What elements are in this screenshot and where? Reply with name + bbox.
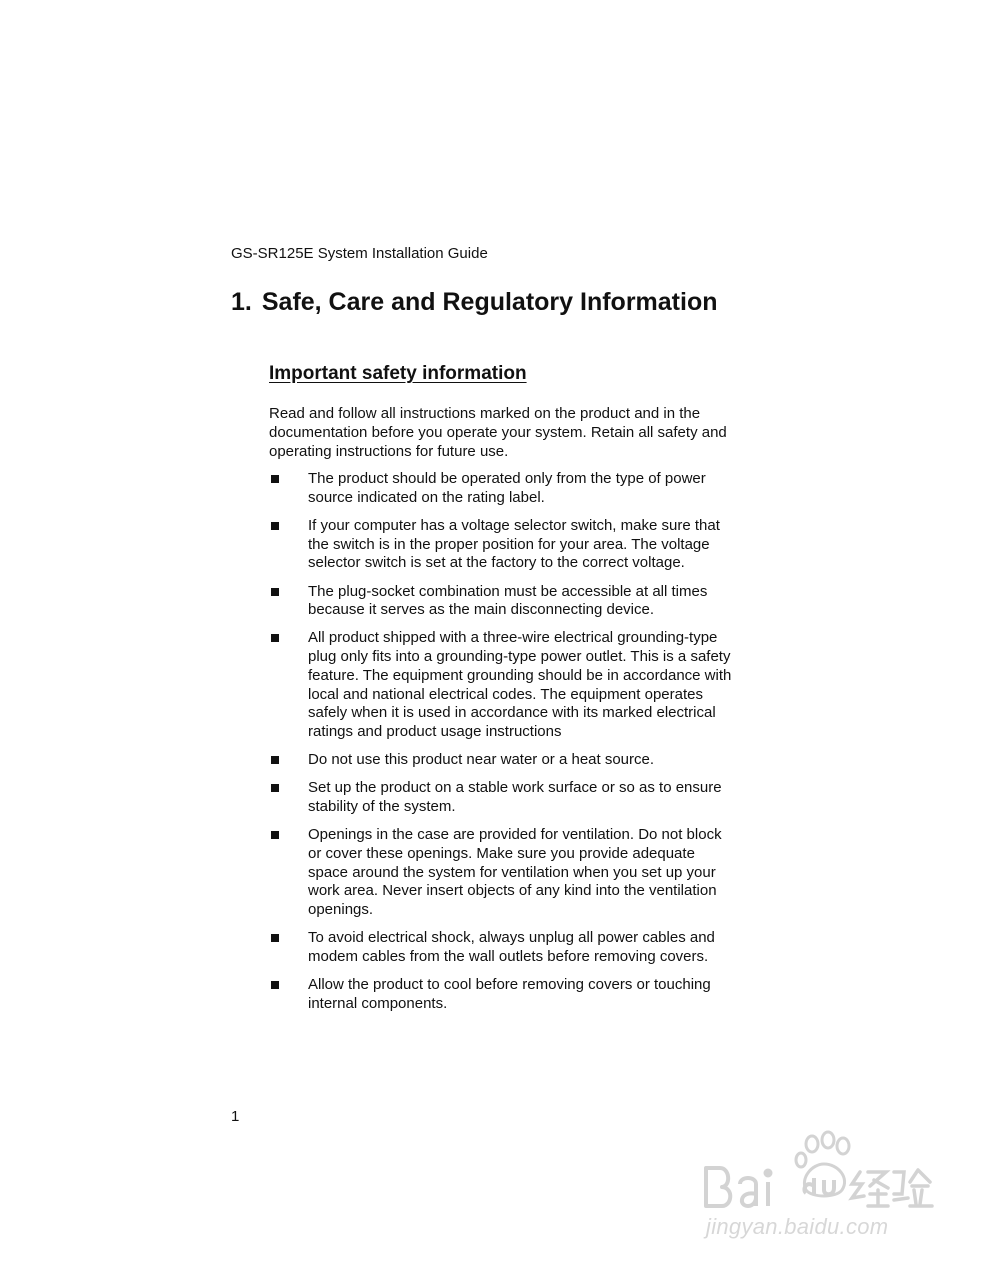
list-item <box>269 517 739 573</box>
list-item <box>269 779 739 816</box>
baidu-logo-icon <box>700 1128 935 1218</box>
square-bullet-icon <box>271 934 279 942</box>
square-bullet-icon <box>271 522 279 530</box>
list-item-text: All product shipped with a three-wire electrical grounding-type plug only fits into a grounding-type power outlet. This is a safety feature. The equipment grounding should be in accordance with local and national electrical codes. The equipment operates safely when it is used in accordance with its marked electrical ratings and product usage instructions <box>308 629 732 740</box>
list-item <box>269 470 739 507</box>
watermark-url: jingyan.baidu.com <box>706 1214 889 1239</box>
list-item-text: Do not use this product near water or a heat source. <box>308 751 655 769</box>
list-item-text: The product should be operated only from the type of power source indicated on the rating label. <box>308 470 706 506</box>
square-bullet-icon <box>271 634 279 642</box>
list-item <box>269 583 739 620</box>
square-bullet-icon <box>271 588 279 596</box>
square-bullet-icon <box>271 784 279 792</box>
intro-paragraph: Read and follow all instructions marked on the product and in the documentation before you operate your system. Retain all safety and operating instructions for future use. <box>269 405 727 460</box>
list-item-text: Openings in the case are provided for ventilation. Do not block or cover these openings. Make sure you provide adequate space around the system for ventilation when you set up your work area. Never insert objects of any kind into the ventilation openings. <box>308 826 722 919</box>
list-item-text: If your computer has a voltage selector switch, make sure that the switch is in the proper position for your area. The voltage selector switch is set at the factory to the correct voltage. <box>308 516 720 572</box>
chapter-number: 1. <box>231 288 252 316</box>
baidu-watermark <box>700 1128 935 1248</box>
list-item <box>269 826 739 920</box>
list-item-text: The plug-socket combination must be accessible at all times because it serves as the main disconnecting device. <box>308 582 708 619</box>
list-item <box>269 751 739 770</box>
list-item-text: To avoid electrical shock, always unplug all power cables and modem cables from the wall outlets before removing covers. <box>308 929 715 965</box>
list-item <box>269 929 739 966</box>
running-header: GS-SR125E System Installation Guide <box>231 245 488 262</box>
list-item-text: Allow the product to cool before removing covers or touching internal components. <box>308 976 711 1012</box>
list-item-text: Set up the product on a stable work surface or so as to ensure stability of the system. <box>308 779 722 816</box>
square-bullet-icon <box>271 475 279 483</box>
square-bullet-icon <box>271 981 279 989</box>
chapter-title <box>231 287 718 317</box>
list-item <box>269 976 739 1013</box>
square-bullet-icon <box>271 831 279 839</box>
square-bullet-icon <box>271 756 279 764</box>
section-title: Important safety information <box>269 363 527 384</box>
page-number: 1 <box>231 1108 240 1125</box>
safety-bullet-list <box>269 470 739 1023</box>
list-item <box>269 629 739 741</box>
chapter-title-text: Safe, Care and Regulatory Information <box>261 288 718 316</box>
